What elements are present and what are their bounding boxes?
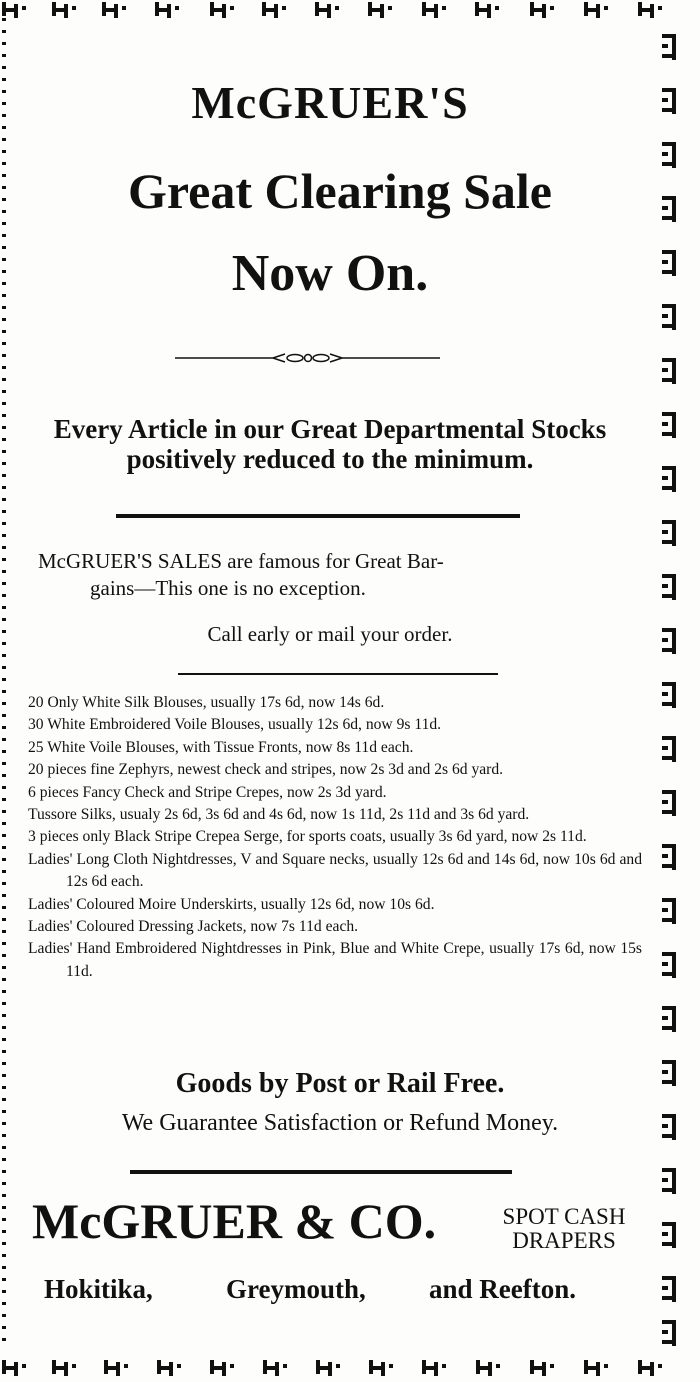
border-motif xyxy=(422,1360,446,1376)
title-store-name: McGRUER'S xyxy=(191,77,469,128)
border-motif xyxy=(210,1360,234,1376)
sale-items-list xyxy=(28,692,642,983)
border-motif xyxy=(210,2,234,18)
headline-line-2: positively reduced to the minimum. xyxy=(126,444,534,474)
location-reefton: and Reefton. xyxy=(429,1274,576,1304)
border-motif xyxy=(262,2,286,18)
list-item: 25 White Voile Blouses, with Tissue Fronts, now 8s 11d each. xyxy=(28,738,414,756)
headline-line-1: Every Article in our Great Departmental Stocks xyxy=(53,414,607,444)
border-motif xyxy=(52,2,76,18)
border-motif xyxy=(475,2,499,18)
spot-cash-drapers xyxy=(484,1205,644,1253)
border-motif xyxy=(530,1360,554,1376)
guarantee-line: We Guarantee Satisfaction or Refund Money. xyxy=(121,1110,559,1136)
list-item: Ladies' Long Cloth Nightdresses, V and Square necks, usually 12s 6d and 14s 6d, now 10s 6d and 12s 6d each. xyxy=(28,850,642,891)
company-name: McGRUER & CO. xyxy=(32,1193,437,1249)
list-item: 30 White Embroidered Voile Blouses, usually 12s 6d, now 9s 11d. xyxy=(28,716,442,734)
location-hokitika: Hokitika, xyxy=(44,1274,153,1304)
border-motif xyxy=(316,1360,340,1376)
border-motif xyxy=(104,1360,128,1376)
decorative-border-top xyxy=(0,0,700,22)
title-now-on: Now On. xyxy=(231,245,429,302)
border-motif xyxy=(368,2,392,18)
call-early-line: Call early or mail your order. xyxy=(207,622,453,646)
list-item: 20 pieces fine Zephyrs, newest check and stripes, now 2s 3d and 2s 6d yard. xyxy=(28,761,504,779)
post-rail-free-line: Goods by Post or Rail Free. xyxy=(175,1068,505,1099)
list-item: Ladies' Hand Embroidered Nightdresses in Pink, Blue and White Crepe, usually 17s 6d, now 15s 11d. xyxy=(28,940,642,980)
sales-paragraph xyxy=(38,548,638,602)
ornamental-divider xyxy=(175,350,440,366)
border-motif xyxy=(422,2,446,18)
list-item: Ladies' Coloured Dressing Jackets, now 7s 11d each. xyxy=(28,918,359,936)
sales-line-1: McGRUER'S SALES are famous for Great Bar- xyxy=(38,549,444,573)
spot-cash-label: SPOT CASH xyxy=(502,1204,626,1229)
list-item: 3 pieces only Black Stripe Crepea Serge, for sports coats, usually 3s 6d yard, now 2s 11d. xyxy=(28,828,587,846)
border-motif xyxy=(584,1360,608,1376)
border-motif xyxy=(52,1360,76,1376)
border-motif xyxy=(638,1360,662,1376)
list-item: 20 Only White Silk Blouses, usually 17s 6d, now 14s 6d. xyxy=(28,694,385,711)
drapers-label: DRAPERS xyxy=(512,1228,616,1253)
border-motif xyxy=(315,2,339,18)
list-item: 6 pieces Fancy Check and Stripe Crepes, now 2s 3d yard. xyxy=(28,783,387,801)
border-motif xyxy=(530,2,554,18)
title-sale: Great Clearing Sale xyxy=(128,163,552,219)
border-motif xyxy=(263,1360,287,1376)
list-item: Tussore Silks, usualy 2s 6d, 3s 6d and 4s 6d, now 1s 11d, 2s 11d and 3s 6d yard. xyxy=(28,806,530,824)
border-motif xyxy=(584,2,608,18)
location-greymouth: Greymouth, xyxy=(226,1274,366,1304)
list-item: Ladies' Coloured Moire Underskirts, usually 12s 6d, now 10s 6d. xyxy=(28,895,435,913)
divider-rule xyxy=(116,514,520,518)
sales-line-2: gains—This one is no exception. xyxy=(90,576,366,600)
border-motif xyxy=(2,2,26,18)
decorative-border-bottom xyxy=(0,1356,700,1378)
divider-rule-footer xyxy=(130,1170,512,1174)
headline xyxy=(10,414,650,474)
divider-rule-thin xyxy=(178,673,498,675)
border-motif xyxy=(369,1360,393,1376)
border-motif xyxy=(155,2,179,18)
border-motif xyxy=(157,1360,181,1376)
border-motif xyxy=(2,1360,26,1376)
border-motif xyxy=(102,2,126,18)
decorative-border-left xyxy=(0,18,10,1348)
border-motif xyxy=(476,1360,500,1376)
